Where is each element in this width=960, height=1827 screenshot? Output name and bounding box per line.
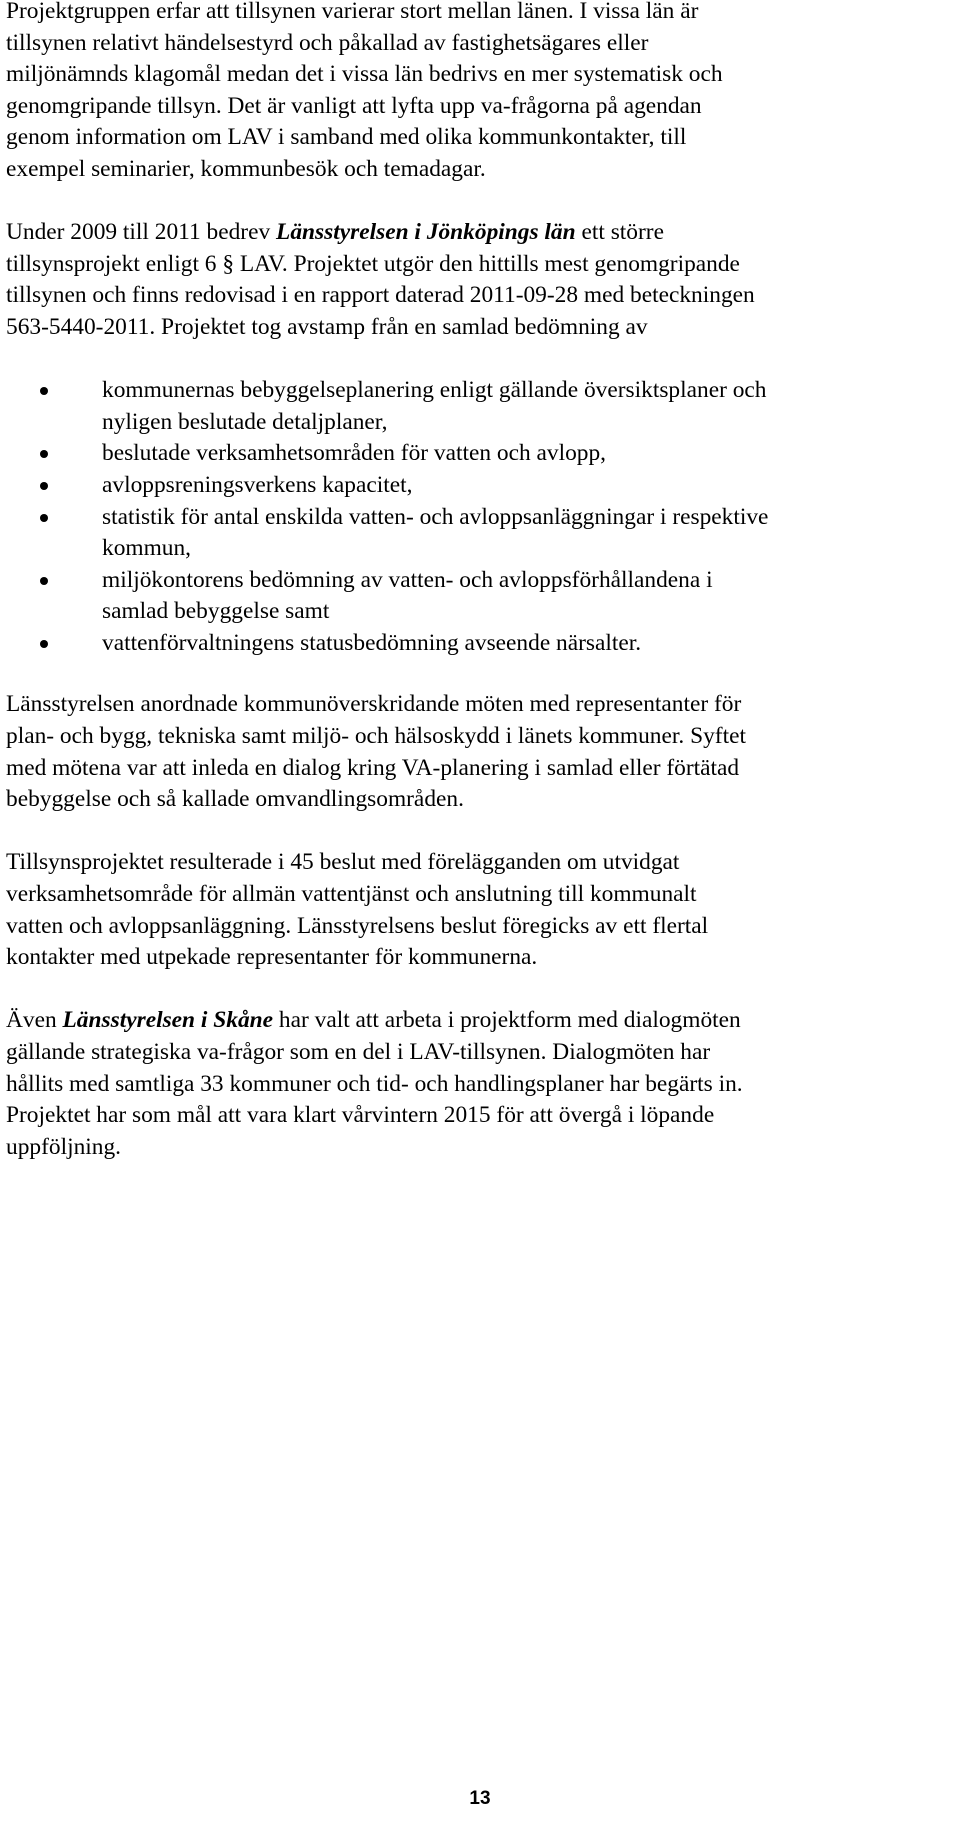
list-item <box>6 470 954 502</box>
list-item <box>6 628 954 660</box>
paragraph-text: Även <box>6 1007 63 1034</box>
bullet-icon <box>40 387 48 395</box>
list-item <box>6 565 954 628</box>
document-body <box>6 0 954 1195</box>
paragraph-text: har valt att arbeta i projektform med dialogmöten gällande strategiska va-frågor som en del i LAV-tillsynen. Dialogmöten har hållits med samtliga 33 kommuner och tid- och handlingsplaner har begärts in. Projektet har som mål att vara klart vårvintern 2015 för att övergå i löpande uppföljning. <box>6 1007 743 1160</box>
list-item-text: miljökontorens bedömning av vatten- och avloppsförhållandena i samlad bebyggelse samt <box>102 566 713 625</box>
page-number: 13 <box>469 1788 491 1809</box>
paragraph-skane <box>6 1005 954 1163</box>
list-item <box>6 375 954 438</box>
paragraph-project-results: Tillsynsprojektet resulterade i 45 beslut med förelägganden om utvidgat verksamhetsområde för allmän vattentjänst och anslutning till kommunalt vatten och avloppsanläggning. Länsstyrelsens beslut föregicks av ett flertal kontakter med utpekade representanter för kommunerna. <box>6 849 709 971</box>
list-item-text: beslutade verksamhetsområden för vatten och avlopp, <box>102 440 607 467</box>
list-item-text: avloppsreningsverkens kapacitet, <box>102 471 413 498</box>
bullet-icon <box>40 577 48 585</box>
bullet-icon <box>40 482 48 490</box>
list-item <box>6 502 954 565</box>
bullet-icon <box>40 640 48 648</box>
list-item <box>6 438 954 470</box>
paragraph-tillsyn-variation: Projektgruppen erfar att tillsynen varierar stort mellan länen. I vissa län är tillsynen relativt händelsestyrd och påkallad av fastighetsägares eller miljönämnds klagomål medan det i vissa län bedrivs en mer systematisk och genomgripande tillsyn. Det är vanligt att lyfta upp va-frågorna på agendan genom information om LAV i samband med olika kommunkontakter, till exempel seminarier, kommunbesök och temadagar. <box>6 0 723 182</box>
list-item-text: vattenförvaltningens statusbedömning avseende närsalter. <box>102 629 642 656</box>
paragraph-text: Under 2009 till 2011 bedrev <box>6 219 277 246</box>
list-item-text: statistik för antal enskilda vatten- och avloppsanläggningar i respektive kommun, <box>102 503 769 562</box>
list-item-text: kommunernas bebyggelseplanering enligt gällande översiktsplaner och nyligen beslutade detaljplaner, <box>102 377 767 435</box>
paragraph-meetings: Länsstyrelsen anordnade kommunöverskridande möten med representanter för plan- och bygg, tekniska samt miljö- och hälsoskydd i länets kommuner. Syftet med mötena var att inleda en dialog kring VA-planering i samlad eller förtätad bebyggelse och så kallade omvandlingsområden. <box>6 691 746 813</box>
emphasis-lansstyrelsen-jonkoping: Länsstyrelsen i Jönköpings län <box>276 219 576 246</box>
bullet-list <box>6 375 954 659</box>
bullet-icon <box>40 514 48 522</box>
bullet-icon <box>40 450 48 458</box>
paragraph-text: ett större tillsynsprojekt enligt 6 § LAV. Projektet utgör den hittills mest genomgripande tillsynen och finns redovisad i en rapport daterad 2011-09-28 med beteckningen 563-5440-2011. Projektet tog avstamp från en samlad bedömning av <box>6 219 755 340</box>
emphasis-lansstyrelsen-skane: Länsstyrelsen i Skåne <box>62 1007 274 1034</box>
paragraph-jonkoping-project <box>6 217 954 343</box>
